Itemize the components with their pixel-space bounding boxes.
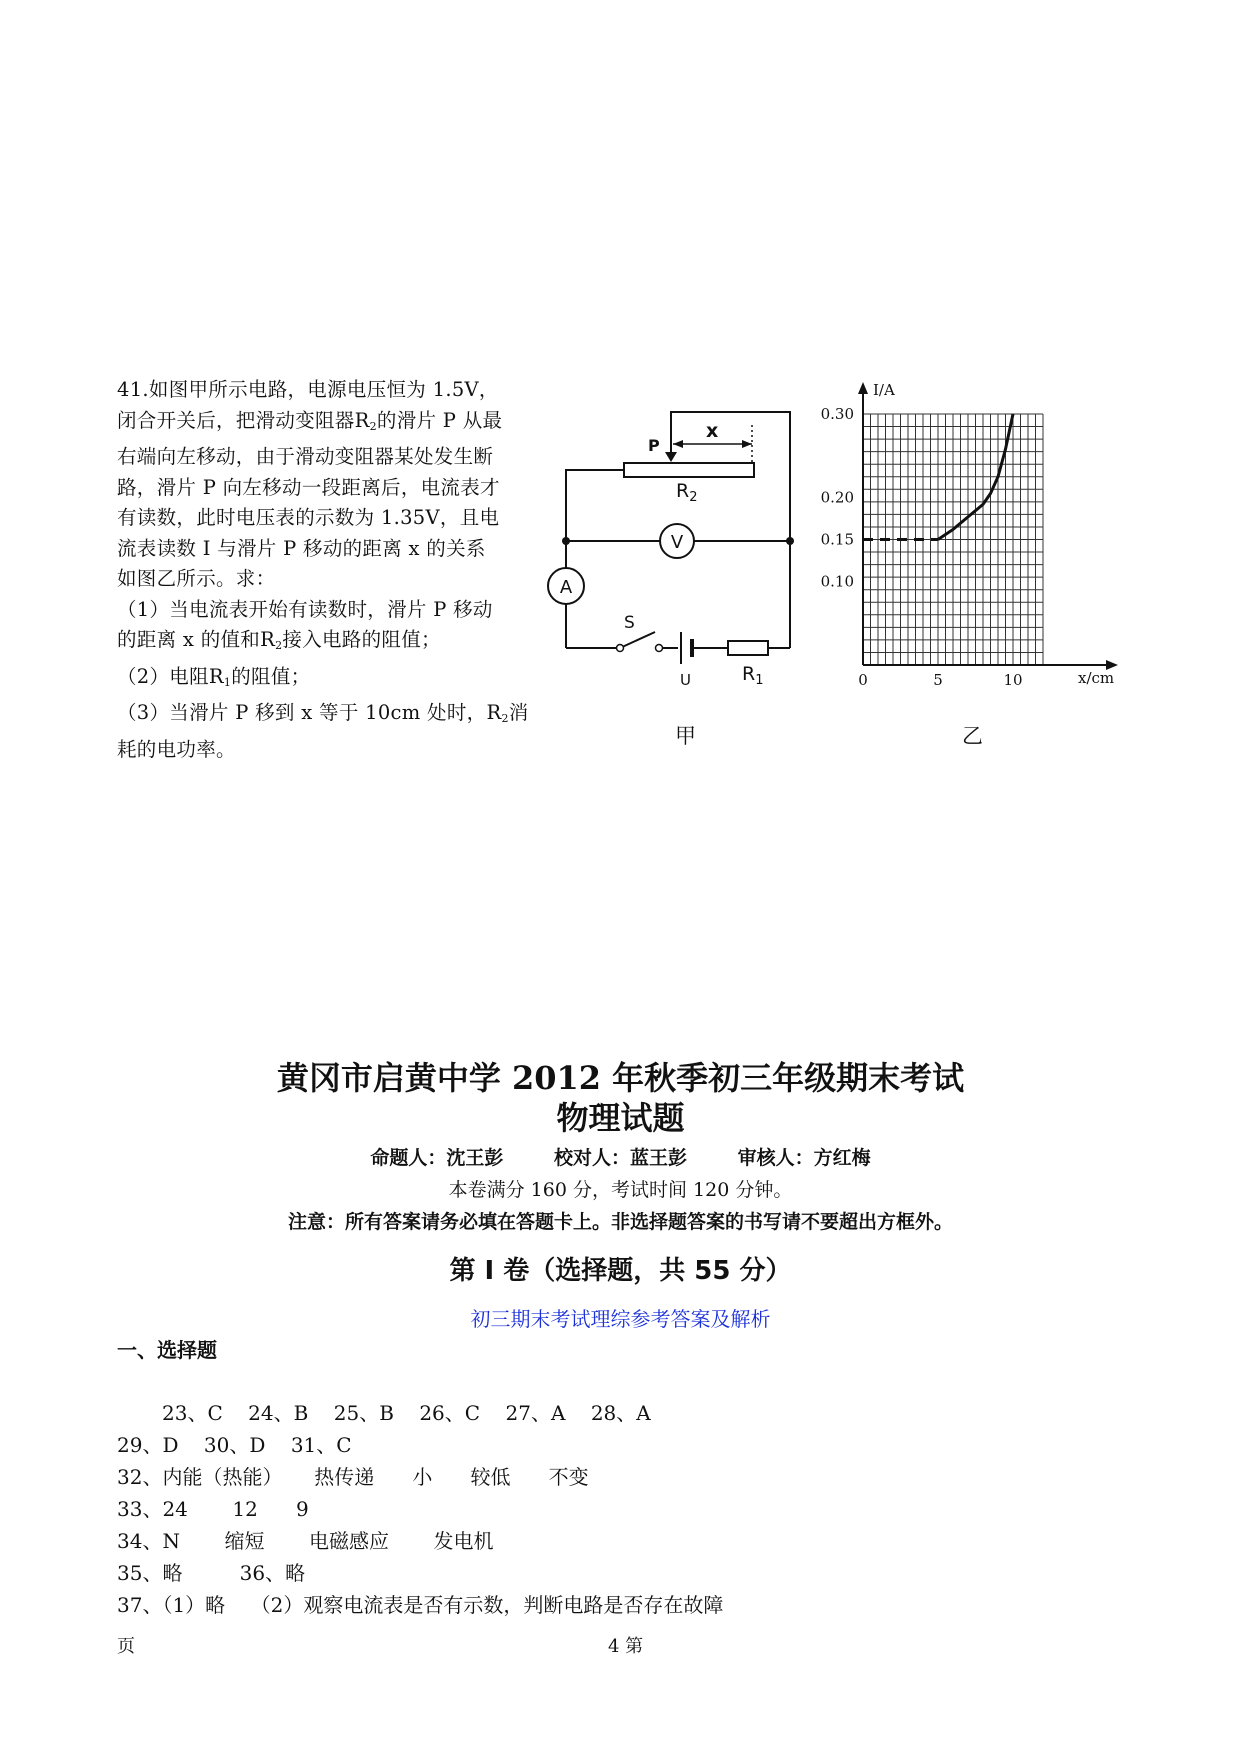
- junction-left: [562, 537, 570, 545]
- switch-contact-right: [656, 645, 663, 652]
- x-arrow-right: [742, 440, 752, 448]
- answer-line: 33、24 12 9: [117, 1497, 309, 1521]
- q41-line: （2）电阻$R_1$的阻值；: [117, 664, 311, 689]
- figure-label-yi: 乙: [962, 724, 983, 748]
- voltmeter-label: V: [670, 532, 684, 553]
- footer-left: 页: [117, 1636, 135, 1657]
- q41-line: 流表读数 I 与滑片 P 移动的距离 x 的关系: [117, 536, 486, 560]
- exam-title: 黄冈市启黄中学 2012 年秋季初三年级期末考试: [276, 1059, 965, 1097]
- circuit-diagram: [540, 395, 810, 705]
- resistor-r1: [728, 641, 768, 655]
- proofreader: 校对人：蓝王彭: [553, 1147, 687, 1169]
- label-r2: $R_2$: [676, 480, 698, 505]
- reviewer: 审核人：方红梅: [737, 1147, 871, 1169]
- answer-line: 34、N 缩短 电磁感应 发电机: [117, 1529, 494, 1553]
- label-p: P: [648, 436, 660, 455]
- footer-page-number: 4 第: [608, 1636, 644, 1657]
- label-x: x: [706, 420, 719, 442]
- q41-line: 的距离 x 的值和$R_2$接入电路的阻值；: [117, 628, 441, 652]
- answer-line: 32、内能（热能） 热传递 小 较低 不变: [117, 1465, 589, 1489]
- section-1-title: 一、选择题: [117, 1338, 217, 1362]
- q41-line: 闭合开关后，把滑动变阻器$R_2$的滑片 P 从最: [117, 408, 503, 433]
- notice: 注意：所有答案请务必填在答题卡上。非选择题答案的书写请不要超出方框外。: [287, 1211, 953, 1233]
- rheostat-r2: [624, 463, 754, 477]
- q41-line: 如图乙所示。求：: [117, 567, 276, 590]
- switch-blade: [620, 632, 655, 648]
- answer-line: 37、（1）略 （2）观察电流表是否有示数，判断电路是否存在故障: [117, 1593, 724, 1617]
- ammeter-label: A: [559, 577, 573, 598]
- q41-line: 路，滑片 P 向左移动一段距离后，电流表才: [117, 475, 500, 499]
- answers-title: 初三期末考试理综参考答案及解析: [470, 1307, 771, 1331]
- label-s: S: [624, 613, 635, 633]
- q41-line: （3）当滑片 P 移到 x 等于 10cm 处时，$R_2$消: [117, 701, 529, 725]
- author: 命题人：沈王彭: [370, 1147, 504, 1169]
- x-tick-label: 10: [1003, 671, 1023, 689]
- full-score-note: 本卷满分 160 分，考试时间 120 分钟。: [448, 1179, 793, 1201]
- left-wire: [566, 470, 624, 541]
- y-tick-label: 0.30: [820, 405, 854, 423]
- y-tick-label: 0.15: [820, 530, 854, 549]
- y-tick-label: 0.10: [820, 572, 854, 591]
- y-axis-label: I/A: [873, 381, 895, 399]
- slider-arrowhead: [665, 452, 677, 462]
- y-axis-arrow: [858, 382, 868, 394]
- exam-subtitle: 物理试题: [556, 1099, 685, 1137]
- x-axis-label: x/cm: [1078, 669, 1115, 687]
- q41-line: 耗的电功率。: [117, 737, 236, 761]
- x-tick-label: 5: [933, 671, 943, 689]
- x-arrow-left: [673, 440, 683, 448]
- junction-right: [786, 537, 794, 545]
- x-tick-label: 0: [858, 671, 868, 689]
- part-1-title: 第 I 卷（选择题，共 55 分）: [449, 1256, 792, 1286]
- figure-label-jia: 甲: [675, 724, 696, 748]
- y-tick-label: 0.20: [820, 488, 854, 507]
- label-u: U: [680, 671, 691, 689]
- label-r1: $R_1$: [742, 663, 764, 688]
- switch-contact-left: [617, 645, 624, 652]
- answer-line: 23、C 24、B 25、B 26、C 27、A 28、A: [162, 1401, 651, 1425]
- q41-line: 有读数，此时电压表的示数为 1.35V，且电: [117, 506, 500, 529]
- answer-line: 29、D 30、D 31、C: [117, 1433, 352, 1457]
- current-distance-chart: [810, 375, 1130, 695]
- q41-line: 41.如图甲所示电路，电源电压恒为 1.5V，: [117, 378, 499, 401]
- q41-line: （1）当电流表开始有读数时，滑片 P 移动: [117, 597, 493, 621]
- question-41: [117, 375, 537, 765]
- answer-line: 35、略 36、略: [117, 1561, 306, 1585]
- exam-staff: [0, 1143, 1241, 1170]
- q41-line: 右端向左移动，由于滑动变阻器某处发生断: [117, 445, 494, 468]
